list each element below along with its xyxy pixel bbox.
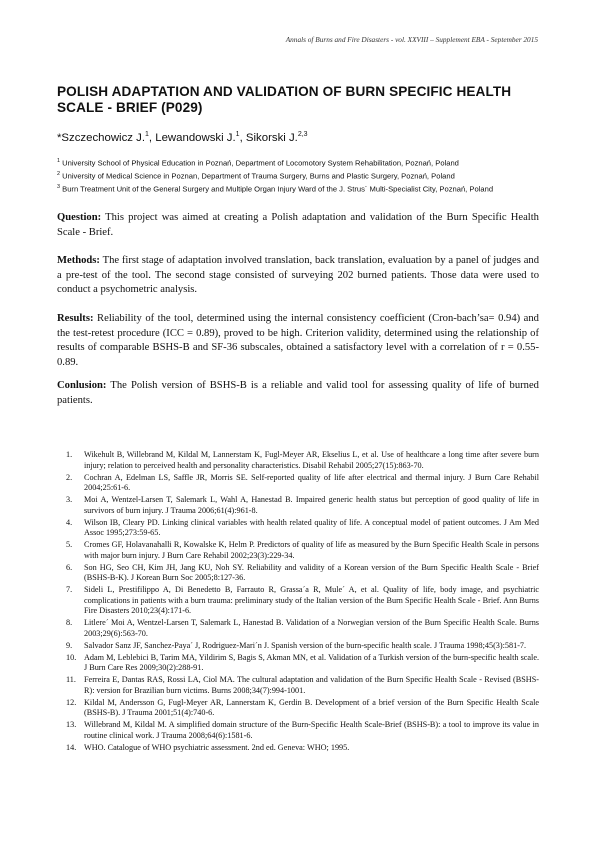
reference-number: 9. — [66, 640, 73, 650]
reference-text: Salvador Sanz JF, Sanchez-Paya´ J, Rodriguez-Mari´n J. Spanish version of the burn-specific health scale. J Trauma 1998;45(3):581-7. — [84, 640, 527, 650]
author-separator: , — [148, 131, 156, 144]
reference-text: Litlere´ Moi A, Wentzel-Larsen T, Salemark L, Hanestad B. Validation of a Norwegian version of the Burn Specific Health Scale. Burns 2003;29(6):563-70. — [84, 618, 539, 638]
reference-item — [57, 743, 539, 754]
abstract-conclusion — [57, 379, 539, 408]
methods-label: Methods: — [57, 255, 100, 266]
reference-text: Wikehult B, Willebrand M, Kildal M, Lannerstam K, Fugl-Meyer AR, Ekselius L, et al. Use of healthcare a long time after severe burn injury; relation to perceived health and personality characteristics. Disabil Rehabil 2005;27(15):863-70. — [84, 450, 539, 470]
reference-number: 6. — [66, 562, 73, 572]
abstract-question — [57, 211, 539, 240]
reference-item — [57, 495, 539, 516]
affiliation — [57, 156, 547, 169]
reference-number: 8. — [66, 618, 73, 628]
reference-item — [57, 585, 539, 617]
reference-text: Moi A, Wentzel-Larsen T, Salemark L, Wahl A, Hanestad B. Impaired generic health status but perception of good quality of life in survivors of burn injury. J Trauma 2006;61(4):961-8. — [84, 495, 539, 515]
question-label: Question: — [57, 212, 102, 223]
abstract-results — [57, 312, 539, 371]
reference-text: WHO. Catalogue of WHO psychiatric assessment. 2nd ed. Geneva: WHO; 1995. — [84, 742, 350, 752]
reference-number: 1. — [66, 450, 73, 459]
author-affiliation-mark: 2,3 — [297, 131, 308, 138]
reference-item — [57, 653, 539, 674]
reference-text: Ferreira E, Dantas RAS, Rossi LA, Ciol MA. The cultural adaptation and validation of the Burn Specific Health Scale - Revised (BSHS-R): version for Brazilian burn victims. Burns 2008;34(7):994-1001. — [84, 675, 539, 695]
reference-text: Adam M, Leblebici B, Tarim MA, Yildirim S, Bagis S, Akman MN, et al. Validation of a Turkish version of the burn-specific health scale. J Burn Care Res 2009;30(2):288-91. — [84, 652, 539, 673]
reference-number: 2. — [66, 472, 73, 482]
reference-number: 3. — [66, 495, 73, 504]
affiliation — [57, 182, 547, 195]
results-label: Results: — [57, 313, 94, 324]
reference-text: Sideli L, Prestifilippo A, Di Benedetto B, Farrauto R, Grassa´a R, Mule´ A, et al. Quality of life, body image, and psychiatric complications in patients with a burn trauma: preliminary study of the Italian version of the Burn Specific Health Scale - Brief. Ann Burns Fire Disasters 2010;23(4):171-6. — [84, 585, 539, 616]
running-head: Annals of Burns and Fire Disasters - vol. XXVIII – Supplement EBA - September 2015 — [285, 35, 538, 44]
reference-text: Willebrand M, Kildal M. A simplified domain structure of the Burn-Specific Health Scale-Brief (BSHS-B): a tool to improve its value in routine clinical work. J Trauma 2008;64(6):1581-6. — [84, 720, 539, 740]
reference-item — [57, 698, 539, 719]
reference-item — [57, 518, 539, 539]
methods-text: The first stage of adaptation involved translation, back translation, evaluation by a panel of judges and a pre-test of the tool. The second stage consisted of surveying 202 burned patients. Those data were used to conduct a psychometric analysis. — [57, 255, 539, 296]
reference-item — [57, 720, 539, 741]
reference-item — [57, 618, 539, 639]
reference-number: 4. — [66, 517, 73, 527]
reference-text: Wilson IB, Cleary PD. Linking clinical variables with health related quality of life. A conceptual model of patient outcomes. J Am Med Assoc 1995;273:59-65. — [84, 517, 539, 538]
reference-number: 14. — [66, 742, 77, 752]
conclusion-label: Conlusion: — [57, 380, 107, 391]
affiliation — [57, 169, 547, 182]
reference-item — [57, 641, 539, 652]
affiliation-number: 1 — [57, 158, 60, 164]
abstract-methods — [57, 254, 539, 298]
reference-list — [57, 450, 539, 754]
author-separator: , — [239, 131, 246, 144]
results-text: Reliability of the tool, determined using the internal consistency coefficient (Cron-bach’sa= 0.94) and the test-retest procedure (ICC = 0.89), proved to be high. Criterion validity, determined using the relationship of results of comparable BSHS-B and SF-36 subscales, obtained a satisfactory level with a correlation of r = 0.55-0.89. — [57, 313, 539, 369]
paper-title: POLISH ADAPTATION AND VALIDATION OF BURN SPECIFIC HEALTH SCALE - BRIEF (P029) — [57, 84, 512, 115]
reference-text: Kildal M, Andersson G, Fugl-Meyer AR, Lannerstam K, Gerdin B. Development of a brief version of the Burn Specific Health Scale (BSHS-B). J Trauma 2001;51(4):740-6. — [84, 697, 539, 718]
author-name: *Szczechowicz J. — [57, 131, 145, 144]
reference-number: 7. — [66, 585, 73, 594]
author-name: Lewandowski J. — [155, 131, 236, 144]
affiliation-text: University School of Physical Education in Poznań, Department of Locomotory System Rehabilitation, Poznań, Poland — [62, 158, 459, 168]
author-affiliation-mark: 1 — [145, 131, 149, 138]
reference-number: 5. — [66, 540, 73, 549]
reference-number: 13. — [66, 720, 77, 729]
question-text: This project was aimed at creating a Polish adaptation and validation of the Burn Specific Health Scale - Brief. — [57, 212, 539, 238]
affiliation-number: 3 — [57, 184, 60, 191]
reference-text: Cromes GF, Holavanahalli R, Kowalske K, Helm P. Predictors of quality of life as measured by the Burn Specific Health Scale in persons with major burn injury. J Burn Care Rehabil 2002;23(3):229-34. — [84, 540, 539, 560]
author-affiliation-mark: 1 — [235, 131, 240, 138]
reference-item — [57, 473, 539, 494]
affiliation-number: 2 — [57, 171, 60, 178]
author-list — [57, 128, 547, 145]
affiliations — [57, 156, 547, 195]
reference-item — [57, 450, 539, 471]
author-name: Sikorski J. — [245, 131, 298, 144]
affiliation-text: University of Medical Science in Poznan, Department of Trauma Surgery, Burns and Plastic Surgery, Poznań, Poland — [62, 171, 455, 181]
reference-text: Cochran A, Edelman LS, Saffle JR, Morris SE. Self-reported quality of life after electrical and thermal injury. J Burn Care Rehabil 2004;25:61-6. — [84, 472, 539, 493]
reference-item — [57, 563, 539, 584]
reference-number: 11. — [66, 675, 76, 684]
reference-number: 12. — [66, 697, 77, 707]
reference-number: 10. — [66, 652, 77, 662]
conclusion-text: The Polish version of BSHS-B is a reliable and valid tool for assessing quality of life of burned patients. — [57, 380, 539, 406]
reference-text: Son HG, Seo CH, Kim JH, Jang KU, Noh SY. Reliability and validity of a Korean version of the Burn Specific Health Scale - Brief (BSHS-B-K). J Korean Burn Soc 2005;8:127-36. — [84, 562, 539, 583]
reference-item — [57, 675, 539, 696]
reference-item — [57, 540, 539, 561]
affiliation-text: Burn Treatment Unit of the General Surgery and Multiple Organ Injury Ward of the J. Strus´ Multi-Specialist City, Poznań, Poland — [62, 184, 494, 194]
